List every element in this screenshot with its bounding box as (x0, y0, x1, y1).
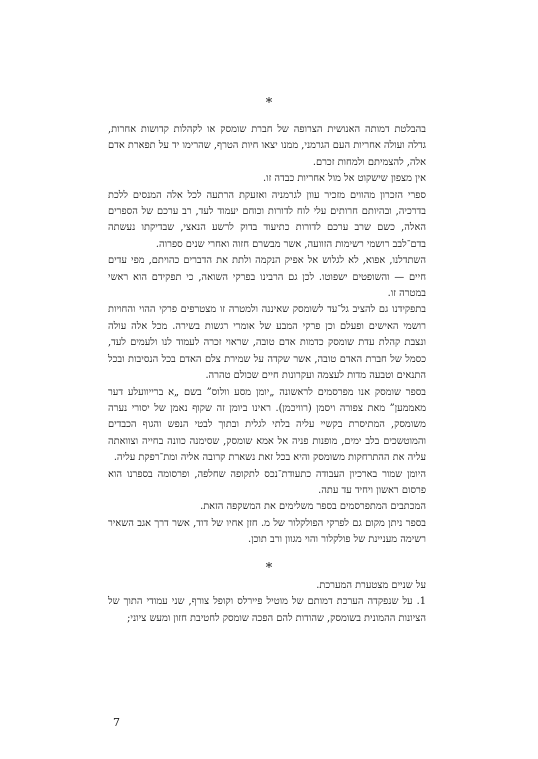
paragraph: ספרי הזכרון מהווים מזכיר עוון לגרמניה ואזעקת הרתעה לכל אלה המנסים ללכת בדרכיה, ובהיותם חרותים עלי לוח לדורות וכוחם יעמוד לעד, רב ערכם של הספרים האלה, כשם שרב ערכם לדורות כתיעוד בדוק לרשע הנאצי, שבדיקתו נעשתה בדם־לבב רושמי רשימות הזוועה, אשר מבשרם חזוה ואחרי שנים ספרוה. (108, 189, 426, 250)
ornament-star-top: * (265, 96, 273, 111)
paragraph: 1. על שנפקדה הערכת דמותם של מוטיל פיירלס וקופל צורף, שני עמודי התוך של הציונות ההמונית בשומסק, שהודות להם הפכה שומסק לחטיבת חזון ומעש ציוני; (108, 596, 426, 624)
paragraph: היומן שמור בארכיון העבודה כתעודת־נכס לתקופה שחלפה, ופרסומה בספרנו הוא פרסום ראשון ויחיד עד עתה. (108, 468, 426, 496)
paragraph: אין מצפון שישקוט אל מול אחריות כבדה זו. (262, 173, 426, 185)
main-text-block (108, 122, 426, 549)
paragraph: בהבלטת דמותה האנושית הצרופה של חברת שומסק או לקהלות קדושות אחרות, גדלה ועולה אחריות העם הגרמני, ממנו יצאו חיות הטרף, שהרימו יד על תפארת אדם אלה, להצמיתם ולמחות זכרם. (108, 124, 426, 168)
paragraph: בתפקידנו גם להציב גל־עד לשומסק שאיננה ולמטרה זו מצטרפים פרקי ההוי והחויות רושמי האישים ופעלם וכן פרקי המבע של אומרי רגשות בשירה. מכל אלה עולה ונצבת קהלת עדת שומסק כדמות אדם טובה, שראוי זכרה לעמוד לנו ולעמים לעד, כסמל של חברת האדם טובה, אשר שקדה על שמירת צלם האדם בכל הנסיבות ובכל התנאים וטבעה מדות לעצמה ועקרונות חיים שכולם טהרה. (108, 304, 426, 382)
section-two-block (108, 578, 426, 627)
paragraph: השתדלנו, אפוא, לא לגלוש אל אפיק הנקמה ולתת את הדברים כהויתם, מפי עדים חיים — והשופטים ישפוטו. לכן גם הרבינו בפרקי השואה, כי תפקידם הוא ראשי במטרה זו. (108, 255, 426, 300)
page-number: 7 (113, 716, 120, 729)
ornament-star-middle: * (265, 561, 273, 576)
paragraph: בספר ניתן מקום גם לפרקי הפולקלור של מ. חזן אחיו של דוד, אשר דרך אגב השאיר רשימה מעניינת של פולקלור והוי מגוון ורב תוכן. (108, 517, 426, 546)
paragraph: בספר שומסק אנו מפרסמים לראשונה „יומן מסע וולוס” בשם „א ברייוועלע דער מאממען” מאת צפורה ויסמן (רוויכמן). ראינו ביומן זה שקוף נאמן של יסורי נערה משומסק, המתיסרת בקשיי עליה בלתי לגלית ובתוך לבטי הנפש והגוף הכבדים והמוטשכים בלב ימים, מופנות פניה אל אמא שומסק, שסימנה כוונה בחייה וצוואתה עליה את ההתרחקות משומסק והיא בכל זאת נשארת קרובה אליה ומת־רפקת עליה. (108, 386, 426, 464)
paragraph: המכתבים המתפרסמים בספר משלימים את המשקפה הזאת. (200, 501, 426, 513)
section-heading: על שניים מצטערת המערכת. (316, 580, 426, 591)
